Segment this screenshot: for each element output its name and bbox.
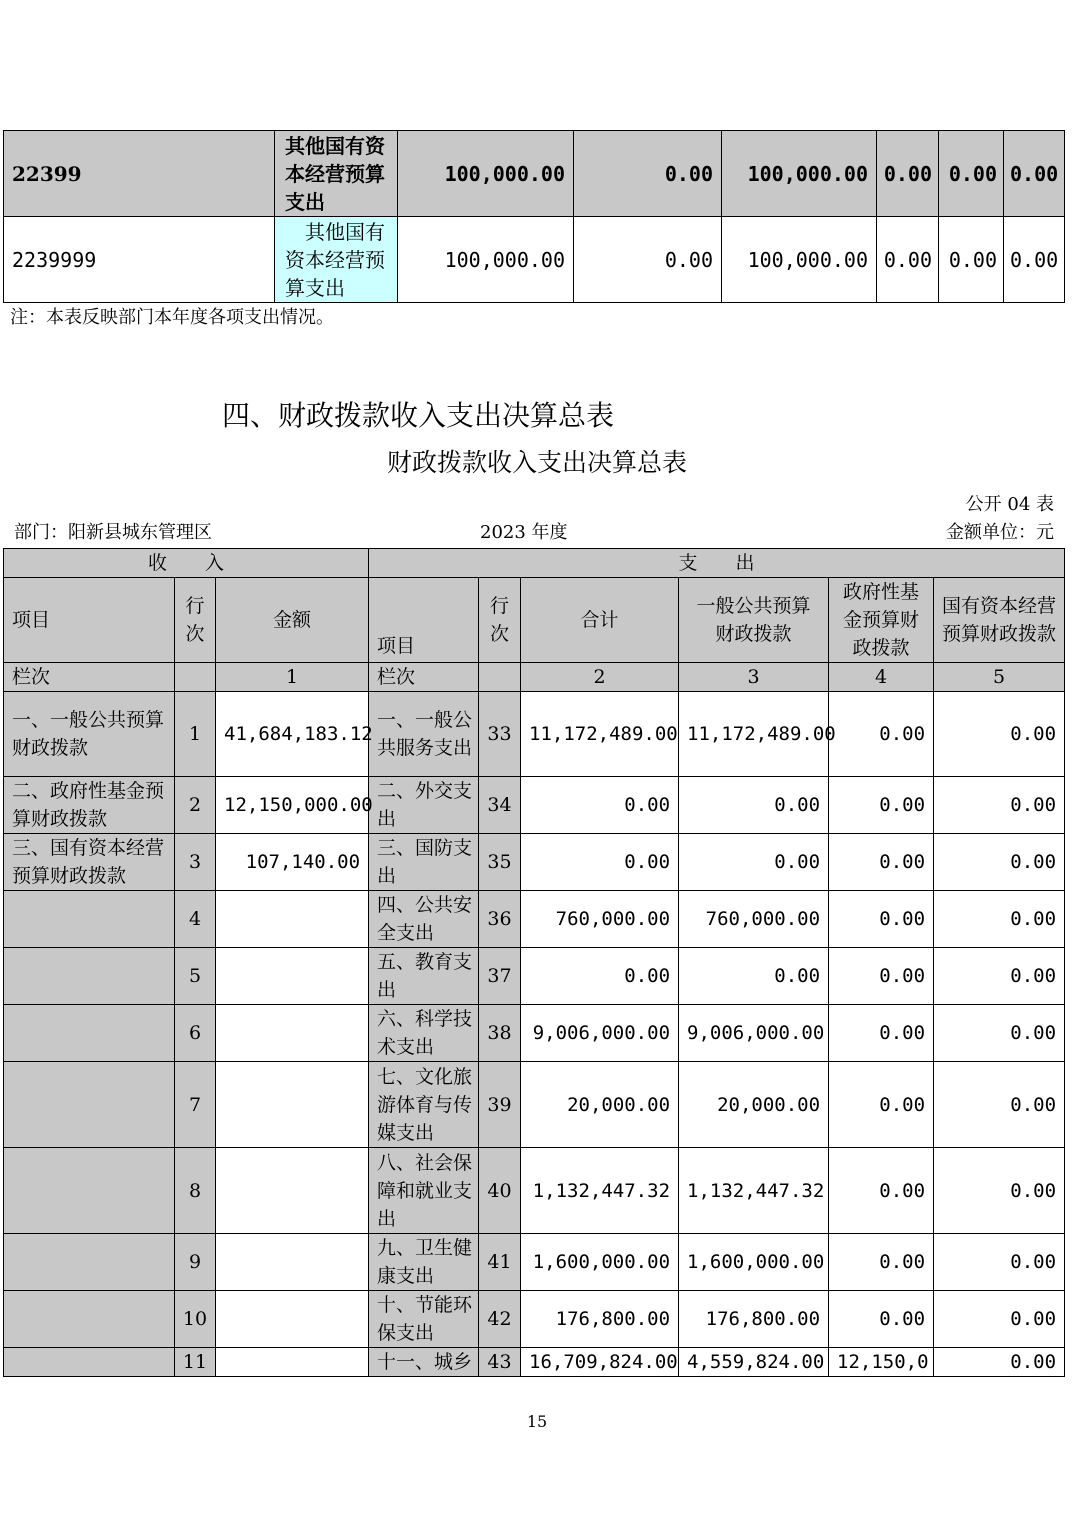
expense-total: 20,000.00	[521, 1062, 679, 1148]
income-rowno-header: 行次	[175, 578, 216, 663]
income-row-number: 7	[175, 1062, 216, 1148]
row-value: 0.00	[877, 217, 939, 303]
income-amount	[216, 948, 369, 1005]
expense-item: 二、外交支出	[369, 777, 479, 834]
table-row	[4, 1291, 1065, 1348]
income-row-number: 3	[175, 834, 216, 891]
row-code: 22399	[4, 131, 275, 217]
gov-fund-amount: 0.00	[829, 1148, 934, 1234]
general-budget-amount: 9,006,000.00	[679, 1005, 829, 1062]
table-row	[4, 1062, 1065, 1148]
state-capital-amount: 0.00	[934, 1234, 1065, 1291]
income-amount	[216, 1005, 369, 1062]
general-budget-amount: 0.00	[679, 777, 829, 834]
gov-fund-amount: 0.00	[829, 1291, 934, 1348]
general-budget-amount: 20,000.00	[679, 1062, 829, 1148]
income-amount: 12,150,000.00	[216, 777, 369, 834]
general-budget-amount: 760,000.00	[679, 891, 829, 948]
general-budget-amount: 1,600,000.00	[679, 1234, 829, 1291]
section-title: 四、财政拨款收入支出决算总表	[222, 399, 615, 432]
expense-row-number: 40	[479, 1148, 521, 1234]
income-amount	[216, 1062, 369, 1148]
row-value: 100,000.00	[722, 217, 877, 303]
expense-item: 八、社会保障和就业支出	[369, 1148, 479, 1234]
gov-fund-amount: 0.00	[829, 948, 934, 1005]
expense-rowno-header: 行次	[479, 578, 521, 663]
state-capital-header: 国有资本经营预算财政拨款	[934, 578, 1065, 663]
expense-total: 1,132,447.32	[521, 1148, 679, 1234]
expense-total: 1,600,000.00	[521, 1234, 679, 1291]
row-value: 0.00	[939, 131, 1004, 217]
table-row	[4, 1234, 1065, 1291]
row-value: 0.00	[574, 217, 722, 303]
column-index-row	[4, 663, 1065, 692]
table-row	[4, 948, 1065, 1005]
expense-total: 11,172,489.00	[521, 692, 679, 777]
expense-row-number: 43	[479, 1348, 521, 1377]
general-budget-amount: 0.00	[679, 948, 829, 1005]
expense-row-number: 41	[479, 1234, 521, 1291]
income-row-number: 2	[175, 777, 216, 834]
income-item	[4, 891, 175, 948]
fiscal-summary-table	[3, 548, 1065, 1377]
income-item	[4, 1062, 175, 1148]
income-amount	[216, 1291, 369, 1348]
general-budget-amount: 1,132,447.32	[679, 1148, 829, 1234]
gov-fund-amount: 12,150,0	[829, 1348, 934, 1377]
income-amount: 107,140.00	[216, 834, 369, 891]
row-value: 0.00	[574, 131, 722, 217]
col-label: 栏次	[369, 663, 479, 692]
income-item: 二、政府性基金预算财政拨款	[4, 777, 175, 834]
row-value: 0.00	[1004, 217, 1065, 303]
expense-item: 七、文化旅游体育与传媒支出	[369, 1062, 479, 1148]
gov-fund-amount: 0.00	[829, 777, 934, 834]
expense-total: 176,800.00	[521, 1291, 679, 1348]
income-amount	[216, 891, 369, 948]
expense-row-number: 39	[479, 1062, 521, 1148]
table-row	[4, 1148, 1065, 1234]
row-value: 0.00	[877, 131, 939, 217]
gov-fund-amount: 0.00	[829, 834, 934, 891]
gov-fund-amount: 0.00	[829, 1234, 934, 1291]
row-value: 0.00	[939, 217, 1004, 303]
gov-fund-amount: 0.00	[829, 1062, 934, 1148]
income-item	[4, 1348, 175, 1377]
income-amount	[216, 1348, 369, 1377]
income-row-number: 1	[175, 692, 216, 777]
department-label: 部门：阳新县城东管理区	[14, 522, 212, 543]
table-row	[4, 217, 1065, 303]
expense-item: 十一、城乡	[369, 1348, 479, 1377]
expense-row-number: 38	[479, 1005, 521, 1062]
income-item	[4, 948, 175, 1005]
income-row-number: 8	[175, 1148, 216, 1234]
state-capital-amount: 0.00	[934, 834, 1065, 891]
income-row-number: 11	[175, 1348, 216, 1377]
general-budget-amount: 4,559,824.00	[679, 1348, 829, 1377]
row-value: 0.00	[1004, 131, 1065, 217]
expense-item: 九、卫生健康支出	[369, 1234, 479, 1291]
income-row-number: 5	[175, 948, 216, 1005]
general-header: 一般公共预算财政拨款	[679, 578, 829, 663]
col-index: 2	[521, 663, 679, 692]
income-row-number: 4	[175, 891, 216, 948]
expense-item: 一、一般公共服务支出	[369, 692, 479, 777]
expense-header: 支 出	[369, 549, 1065, 578]
expense-total: 9,006,000.00	[521, 1005, 679, 1062]
total-header: 合计	[521, 578, 679, 663]
gov-fund-amount: 0.00	[829, 891, 934, 948]
expense-row-number: 35	[479, 834, 521, 891]
gov-fund-amount: 0.00	[829, 1005, 934, 1062]
income-item	[4, 1148, 175, 1234]
expense-total: 0.00	[521, 948, 679, 1005]
state-capital-amount: 0.00	[934, 1291, 1065, 1348]
state-capital-amount: 0.00	[934, 777, 1065, 834]
income-amount	[216, 1148, 369, 1234]
col-index: 4	[829, 663, 934, 692]
col-index: 5	[934, 663, 1065, 692]
expense-item-header: 项目	[369, 578, 479, 663]
col-index: 1	[216, 663, 369, 692]
income-row-number: 9	[175, 1234, 216, 1291]
income-header: 收 入	[4, 549, 369, 578]
expense-row-number: 42	[479, 1291, 521, 1348]
state-capital-amount: 0.00	[934, 891, 1065, 948]
expense-item: 十、节能环保支出	[369, 1291, 479, 1348]
state-capital-amount: 0.00	[934, 692, 1065, 777]
state-capital-amount: 0.00	[934, 1062, 1065, 1148]
header-group-row	[4, 549, 1065, 578]
income-item	[4, 1291, 175, 1348]
income-item-header: 项目	[4, 578, 175, 663]
expense-row-number: 36	[479, 891, 521, 948]
table-row	[4, 891, 1065, 948]
state-capital-amount: 0.00	[934, 948, 1065, 1005]
income-item: 一、一般公共预算财政拨款	[4, 692, 175, 777]
expense-total: 0.00	[521, 834, 679, 891]
expense-row-number: 33	[479, 692, 521, 777]
table-row	[4, 692, 1065, 777]
expense-row-number: 34	[479, 777, 521, 834]
table-row	[4, 1005, 1065, 1062]
expense-item: 四、公共安全支出	[369, 891, 479, 948]
state-capital-amount: 0.00	[934, 1348, 1065, 1377]
expense-total: 0.00	[521, 777, 679, 834]
table-row	[4, 834, 1065, 891]
row-value: 100,000.00	[722, 131, 877, 217]
unit-label: 金额单位：元	[946, 522, 1054, 543]
page-number: 15	[526, 1412, 548, 1431]
expense-item: 六、科学技术支出	[369, 1005, 479, 1062]
state-capital-amount: 0.00	[934, 1148, 1065, 1234]
expense-total: 16,709,824.00	[521, 1348, 679, 1377]
state-capital-amount: 0.00	[934, 1005, 1065, 1062]
row-value: 100,000.00	[398, 217, 574, 303]
general-budget-amount: 11,172,489.00	[679, 692, 829, 777]
table-note: 注：本表反映部门本年度各项支出情况。	[10, 307, 334, 328]
fiscal-year: 2023 年度	[480, 522, 568, 543]
income-item	[4, 1005, 175, 1062]
col-blank	[479, 663, 521, 692]
expense-row-number: 37	[479, 948, 521, 1005]
general-budget-amount: 0.00	[679, 834, 829, 891]
general-budget-amount: 176,800.00	[679, 1291, 829, 1348]
col-index: 3	[679, 663, 829, 692]
table-row	[4, 1348, 1065, 1377]
income-row-number: 10	[175, 1291, 216, 1348]
expense-item: 三、国防支出	[369, 834, 479, 891]
gov-fund-header: 政府性基金预算财政拨款	[829, 578, 934, 663]
col-label: 栏次	[4, 663, 175, 692]
header-row	[4, 578, 1065, 663]
table-row	[4, 131, 1065, 217]
row-name: 其他国有资本经营预算支出	[275, 131, 398, 217]
row-name: 其他国有资本经营预算支出	[275, 217, 398, 303]
gov-fund-amount: 0.00	[829, 692, 934, 777]
row-value: 100,000.00	[398, 131, 574, 217]
expense-detail-table	[3, 130, 1065, 303]
income-item	[4, 1234, 175, 1291]
income-item: 三、国有资本经营预算财政拨款	[4, 834, 175, 891]
table-code: 公开 04 表	[965, 494, 1054, 515]
expense-total: 760,000.00	[521, 891, 679, 948]
table-title: 财政拨款收入支出决算总表	[386, 448, 687, 477]
income-amount: 41,684,183.12	[216, 692, 369, 777]
table-row	[4, 777, 1065, 834]
income-amount	[216, 1234, 369, 1291]
col-blank	[175, 663, 216, 692]
income-row-number: 6	[175, 1005, 216, 1062]
expense-item: 五、教育支出	[369, 948, 479, 1005]
income-amount-header: 金额	[216, 578, 369, 663]
row-code: 2239999	[4, 217, 275, 303]
